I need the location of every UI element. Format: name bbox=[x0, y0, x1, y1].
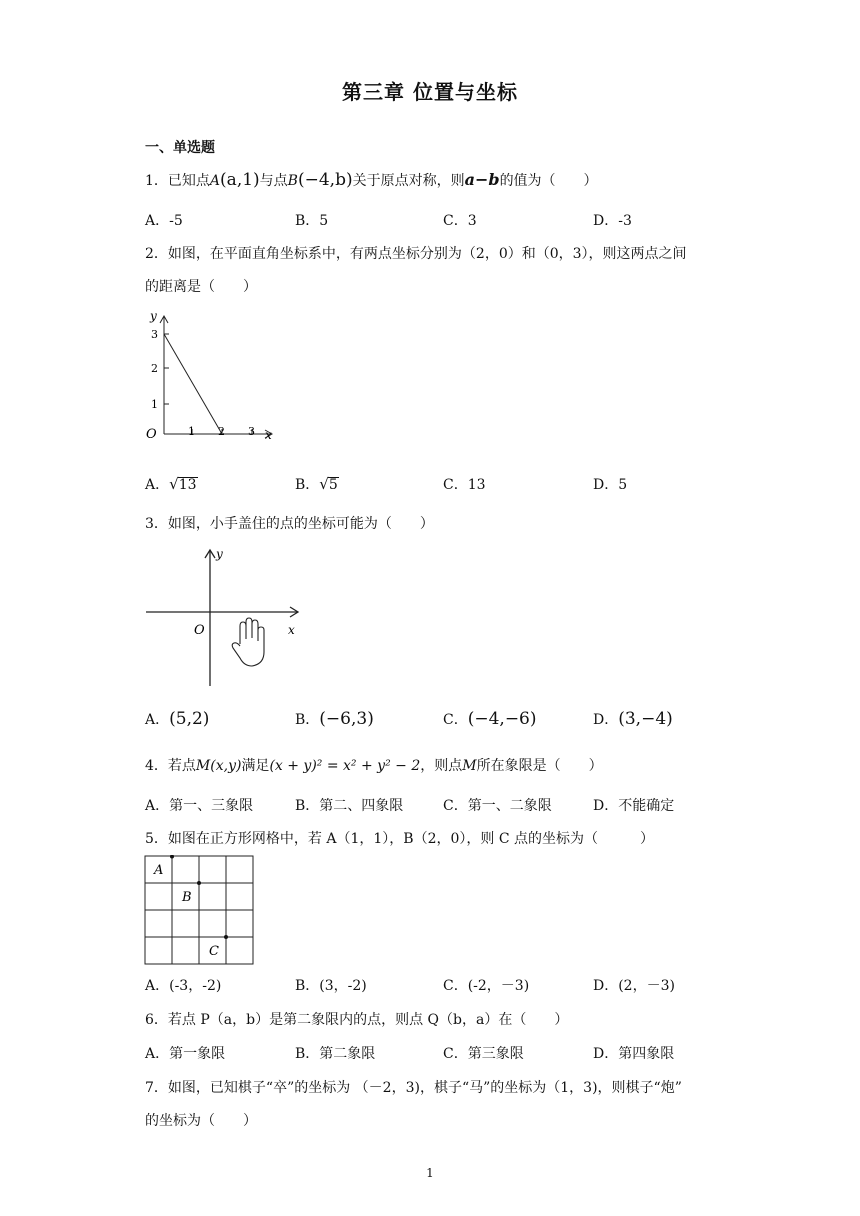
q1-point-a: A bbox=[209, 173, 221, 189]
q5-option-a: A．(-3，-2) bbox=[145, 978, 222, 994]
q2-x-label: x bbox=[265, 428, 272, 442]
q4-point: M(x,y) bbox=[195, 758, 242, 774]
q4-text-2: 满足 bbox=[241, 758, 270, 774]
q3-option-d bbox=[593, 709, 673, 729]
q5-grid-figure bbox=[144, 855, 256, 967]
q3-option-b-label: B． bbox=[295, 712, 320, 728]
q2-option-b bbox=[295, 474, 339, 494]
q1-text-2: 与点 bbox=[259, 173, 288, 189]
q1-text-4: 的值为（ ） bbox=[499, 173, 598, 189]
q4-option-b: B．第二、四象限 bbox=[295, 798, 404, 814]
q6-text: 6．若点 P（a，b）是第二象限内的点，则点 Q（b，a）在（ ） bbox=[145, 1012, 569, 1028]
q3-option-d-label: D． bbox=[593, 712, 619, 728]
q2-ytick-label-2: 2 bbox=[151, 362, 158, 375]
q3-x-label: x bbox=[288, 623, 295, 637]
q1-point-b: B bbox=[287, 173, 298, 189]
q2-option-d: D．5 bbox=[593, 477, 628, 493]
sqrt-icon: √ bbox=[169, 475, 179, 493]
q5-label-c: C bbox=[209, 944, 219, 959]
q5-label-b: B bbox=[182, 890, 192, 905]
q3-option-a-label: A． bbox=[145, 712, 170, 728]
q2-xtick-label-3: 3 bbox=[248, 425, 255, 438]
q2-option-c: C．13 bbox=[443, 477, 486, 493]
q3-y-label: y bbox=[216, 547, 223, 561]
q3-coordinate-figure bbox=[140, 544, 310, 692]
q2-ytick-label-3: 3 bbox=[151, 328, 158, 341]
q2-xtick-label-2: 2 bbox=[218, 425, 225, 438]
q2-coordinate-figure bbox=[140, 308, 280, 446]
q7-text-line1: 7．如图，已知棋子“卒”的坐标为 （－2，3)，棋子“马”的坐标为（1，3)，则棋子“炮” bbox=[145, 1080, 682, 1096]
q2-text-line2: 的距离是（ ） bbox=[145, 279, 257, 295]
q1-point-a-coords: (a,1) bbox=[220, 170, 260, 190]
q3-option-d-value: (3,−4) bbox=[618, 709, 673, 729]
q6-option-d: D．第四象限 bbox=[593, 1046, 675, 1062]
question-4 bbox=[145, 755, 603, 775]
q5-point-b bbox=[197, 881, 201, 885]
q3-text: 3．如图，小手盖住的点的坐标可能为（ ） bbox=[145, 516, 434, 532]
q2-ytick-label-1: 1 bbox=[151, 398, 158, 411]
q2-option-b-radicand: 5 bbox=[328, 477, 338, 493]
q5-text: 5．如图在正方形网格中，若 A（1，1），B（2，0），则 C 点的坐标为（ ） bbox=[145, 831, 654, 847]
q2-option-b-label: B． bbox=[295, 477, 320, 493]
q2-option-a bbox=[145, 474, 198, 494]
q2-option-a-radicand: 13 bbox=[178, 477, 197, 493]
q4-text-1: 4．若点 bbox=[145, 758, 196, 774]
q1-number: 1． bbox=[145, 173, 168, 189]
q4-equation: (x + y)² = x² + y² − 2 bbox=[269, 758, 421, 774]
q3-option-b bbox=[295, 709, 374, 729]
q6-option-c: C．第三象限 bbox=[443, 1046, 524, 1062]
q3-option-b-value: (−6,3) bbox=[319, 709, 374, 729]
q5-option-b: B．(3，-2) bbox=[295, 978, 367, 994]
q2-origin-label: O bbox=[146, 427, 157, 442]
q1-option-d: D．-3 bbox=[593, 213, 632, 229]
q1-option-c: C．3 bbox=[443, 213, 477, 229]
q5-option-c: C．(-2，－3) bbox=[443, 978, 530, 994]
q3-origin-label: O bbox=[194, 623, 205, 638]
q5-option-d: D．(2，－3) bbox=[593, 978, 675, 994]
q5-point-a bbox=[170, 855, 174, 859]
q1-expression: a−b bbox=[464, 170, 500, 189]
question-1 bbox=[145, 170, 598, 190]
sqrt-icon: √ bbox=[319, 475, 329, 493]
q4-m: M bbox=[462, 758, 477, 774]
q4-option-d: D．不能确定 bbox=[593, 798, 675, 814]
q5-label-a: A bbox=[154, 863, 164, 878]
q1-option-a: A．-5 bbox=[145, 213, 183, 229]
q2-xtick-label-1: 1 bbox=[188, 425, 195, 438]
q3-option-c bbox=[443, 709, 537, 729]
section-heading: 一、单选题 bbox=[145, 140, 215, 156]
hand-icon bbox=[232, 618, 264, 666]
page-number: 1 bbox=[426, 1166, 434, 1180]
q1-text-1: 已知点 bbox=[167, 173, 210, 189]
q1-point-b-coords: (−4,b) bbox=[297, 170, 353, 190]
page-title: 第三章 位置与坐标 bbox=[342, 80, 518, 104]
q6-option-a: A．第一象限 bbox=[145, 1046, 226, 1062]
q3-option-c-value: (−4,−6) bbox=[467, 709, 537, 729]
q3-option-a bbox=[145, 709, 209, 729]
q4-option-c: C．第一、二象限 bbox=[443, 798, 552, 814]
q4-text-4: 所在象限是（ ） bbox=[476, 758, 603, 774]
q4-option-a: A．第一、三象限 bbox=[145, 798, 254, 814]
q2-text-line1: 2．如图，在平面直角坐标系中，有两点坐标分别为（2，0）和（0，3），则这两点之间 bbox=[145, 246, 687, 262]
q3-option-a-value: (5,2) bbox=[169, 709, 210, 729]
q2-segment bbox=[164, 334, 222, 434]
q6-option-b: B．第二象限 bbox=[295, 1046, 376, 1062]
q5-point-c bbox=[224, 935, 228, 939]
q7-text-line2: 的坐标为（ ） bbox=[145, 1113, 257, 1129]
q2-y-label: y bbox=[150, 309, 157, 323]
q3-option-c-label: C． bbox=[443, 712, 468, 728]
q1-text-3: 关于原点对称，则 bbox=[352, 173, 465, 189]
q2-option-a-label: A． bbox=[145, 477, 170, 493]
q4-text-3: ，则点 bbox=[420, 758, 463, 774]
q1-option-b: B．5 bbox=[295, 213, 329, 229]
